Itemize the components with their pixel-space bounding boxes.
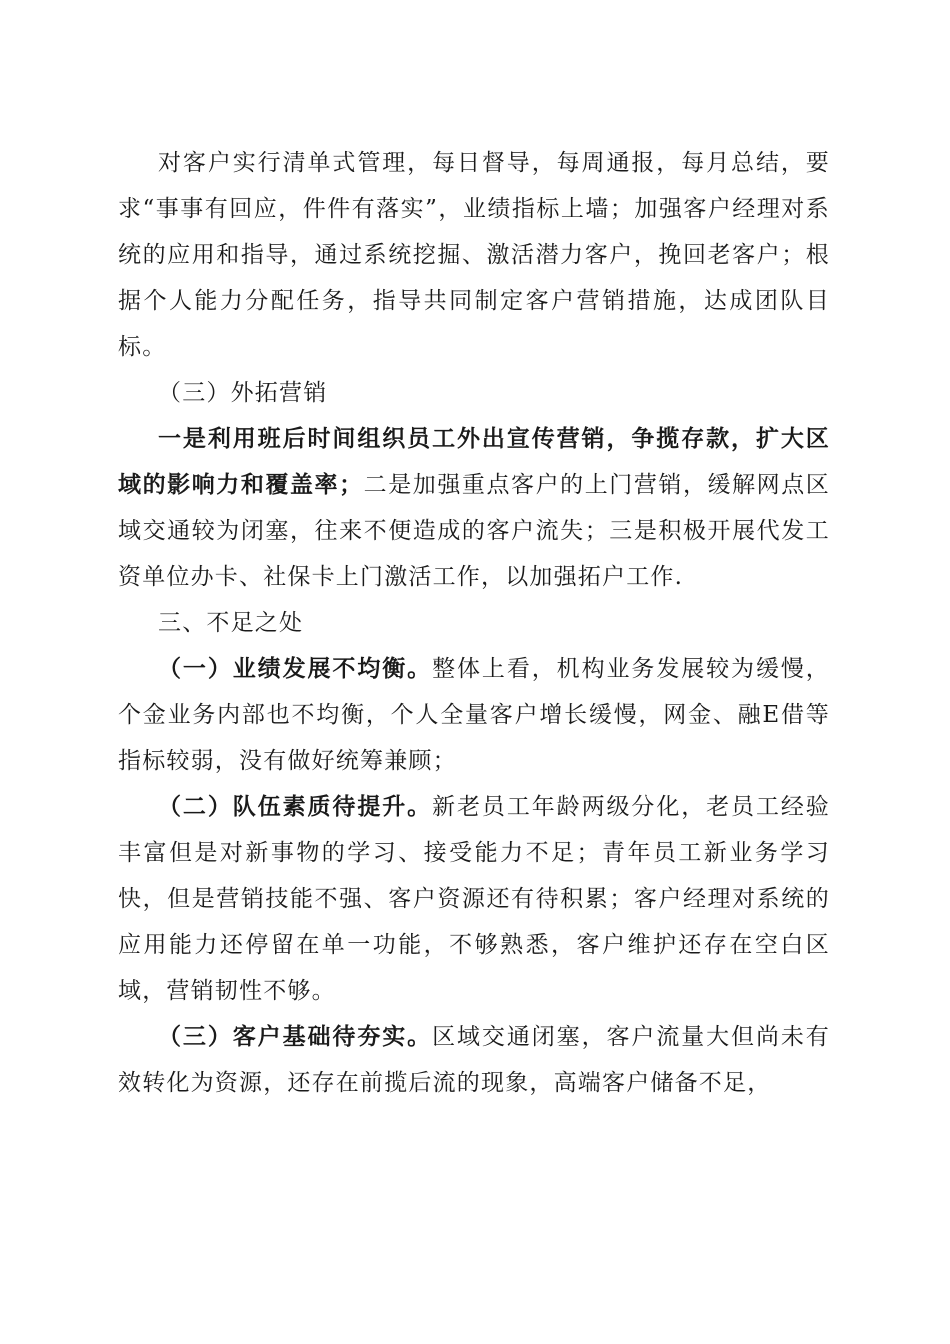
paragraph-text: 对客户实行清单式管理，每日督导，每周通报，每月总结，要求“事事有回应，件件有落实”，业绩指标上墙；加强客户经理对系统的应用和指导，通过系统挖掘、激活潜力客户，挽回老客户；根据个人能力分配任务，指导共同制定客户营销措施，达成团队目标。 [118, 150, 830, 360]
paragraph-text: 区域交通闭塞，客户流量大但尚未有效转化为资源，还存在前揽后流的现象，高端客户储备不足， [118, 1024, 831, 1096]
paragraph-text: 整体上看，机构业务发展较为缓慢，个金业务内部也不均衡，个人全量客户增长缓慢，网金、融E借等指标较弱，没有做好统筹兼顾； [118, 656, 831, 774]
document-body [118, 140, 830, 1106]
paragraph-client-list-management [118, 140, 830, 370]
heading-outreach-marketing: （三）外拓营销 [158, 380, 328, 406]
paragraph-lead: （三）客户基础待夯实。 [158, 1023, 433, 1050]
heading-shortcomings: 三、不足之处 [158, 610, 304, 636]
paragraph-outreach-details [118, 416, 830, 600]
paragraph-client-base [118, 1014, 830, 1106]
paragraph-text: 二是加强重点客户的上门营销，缓解网点区域交通较为闭塞，往来不便造成的客户流失；三是积极开展代发工资单位办卡、社保卡上门激活工作，以加强拓户工作. [118, 472, 830, 590]
paragraph-team-quality [118, 784, 830, 1014]
paragraph-text: 新老员工年龄两级分化，老员工经验丰富但是对新事物的学习、接受能力不足；青年员工新业务学习快，但是营销技能不强、客户资源还有待积累；客户经理对系统的应用能力还停留在单一功能，不够熟悉，客户维护还存在空白区域，营销韧性不够。 [118, 794, 831, 1004]
paragraph-uneven-performance [118, 646, 830, 784]
paragraph-lead: 一是利用班后时间组织员工外出宣传营销，争揽存款，扩大区域的影响力和覆盖率； [118, 425, 830, 498]
paragraph-lead: （二）队伍素质待提升。 [158, 793, 433, 820]
paragraph-lead: （一）业绩发展不均衡。 [158, 655, 433, 682]
